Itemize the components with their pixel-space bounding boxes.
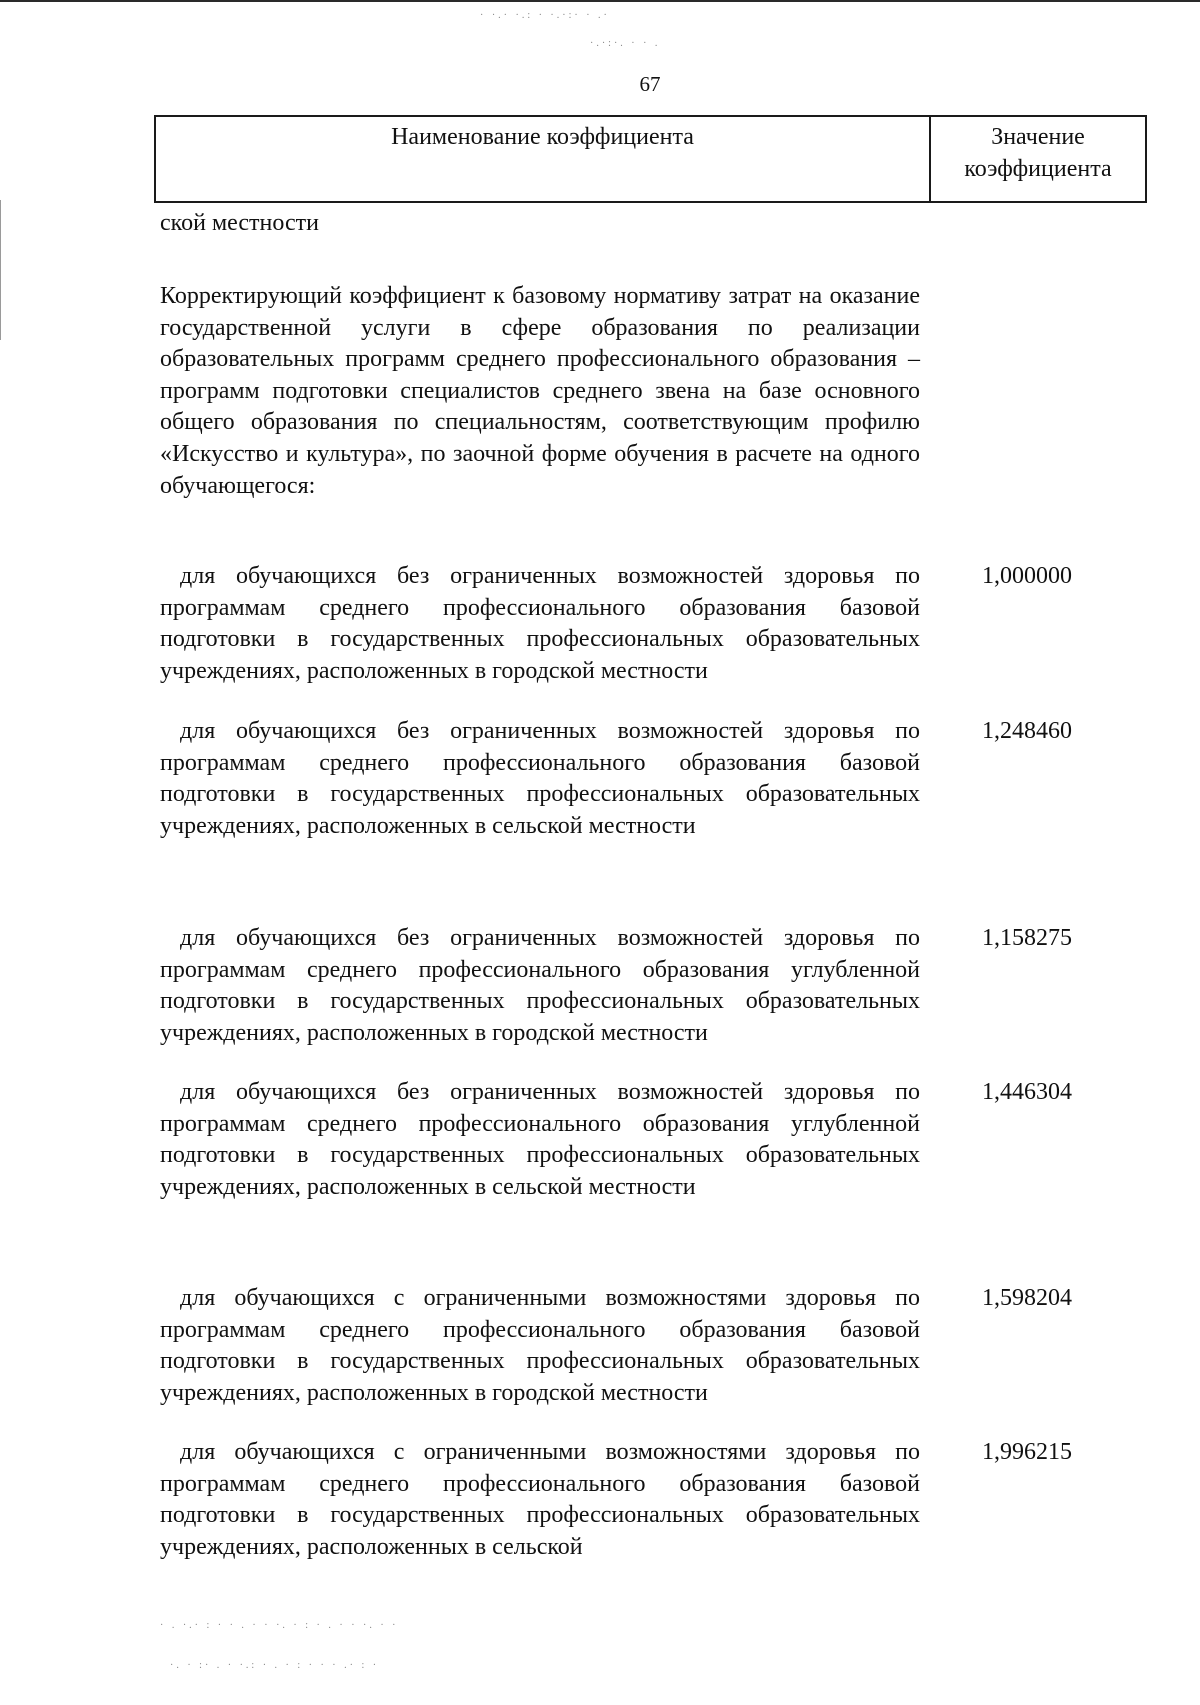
- row-value: 1,158275: [982, 925, 1072, 951]
- page-number: 67: [639, 72, 661, 96]
- scan-noise: · ·.· ·.: · ·.·:· · .·: [480, 10, 610, 21]
- header-coefficient-name: Наименование коэффициента: [156, 117, 931, 201]
- scan-edge-top: [0, 0, 1200, 2]
- scan-noise: ·. · :· . · ·.: · . · : · · · .· : ·: [170, 1660, 380, 1671]
- scan-edge-left: [0, 200, 1, 340]
- scan-noise: ·.·:·. · · .: [590, 38, 661, 49]
- row-value: 1,996215: [982, 1439, 1072, 1465]
- row-value: 1,248460: [982, 718, 1072, 744]
- row-text: для обучающихся с ограниченными возможностями здоровья по программам среднего профессионального образования базовой подготовки в государственных профессиональных образовательных учреждениях, расположенных в городской местности: [160, 1285, 920, 1406]
- continued-line: ской местности: [160, 210, 319, 236]
- row-text: для обучающихся без ограниченных возможностей здоровья по программам среднего профессионального образования углубленной подготовки в государственных профессиональных образовательных учреждениях, расположенных в сельской местности: [160, 1079, 920, 1200]
- header-coefficient-value: [931, 117, 1145, 201]
- row-value: 1,000000: [982, 563, 1072, 589]
- intro-paragraph: Корректирующий коэффициент к базовому нормативу затрат на оказание государственной услуги в сфере образования по реализации образовательных программ среднего профессионального образования – программ подготовки специалистов среднего звена на базе основного общего образования по специальностям, соответствующим профилю «Искусство и культура», по заочной форме обучения в расчете на одного обучающегося:: [160, 283, 920, 499]
- row-text: для обучающихся с ограниченными возможностями здоровья по программам среднего профессионального образования базовой подготовки в государственных профессиональных образовательных учреждениях, расположенных в сельской: [160, 1439, 920, 1560]
- header-value-line1: Значение: [991, 124, 1085, 150]
- row-text: для обучающихся без ограниченных возможностей здоровья по программам среднего профессионального образования базовой подготовки в государственных профессиональных образовательных учреждениях, расположенных в сельской местности: [160, 718, 920, 839]
- row-text: для обучающихся без ограниченных возможностей здоровья по программам среднего профессионального образования углубленной подготовки в государственных профессиональных образовательных учреждениях, расположенных в городской местности: [160, 925, 920, 1046]
- row-value: 1,598204: [982, 1285, 1072, 1311]
- row-text: для обучающихся без ограниченных возможностей здоровья по программам среднего профессионального образования базовой подготовки в государственных профессиональных образовательных учреждениях, расположенных в городской местности: [160, 563, 920, 684]
- row-value: 1,446304: [982, 1079, 1072, 1105]
- table-header: [154, 115, 1147, 203]
- header-value-line2: коэффициента: [964, 156, 1112, 182]
- scan-noise: · . ·.· : · · . · · ·. · : · . · · ·. · ·: [160, 1620, 399, 1631]
